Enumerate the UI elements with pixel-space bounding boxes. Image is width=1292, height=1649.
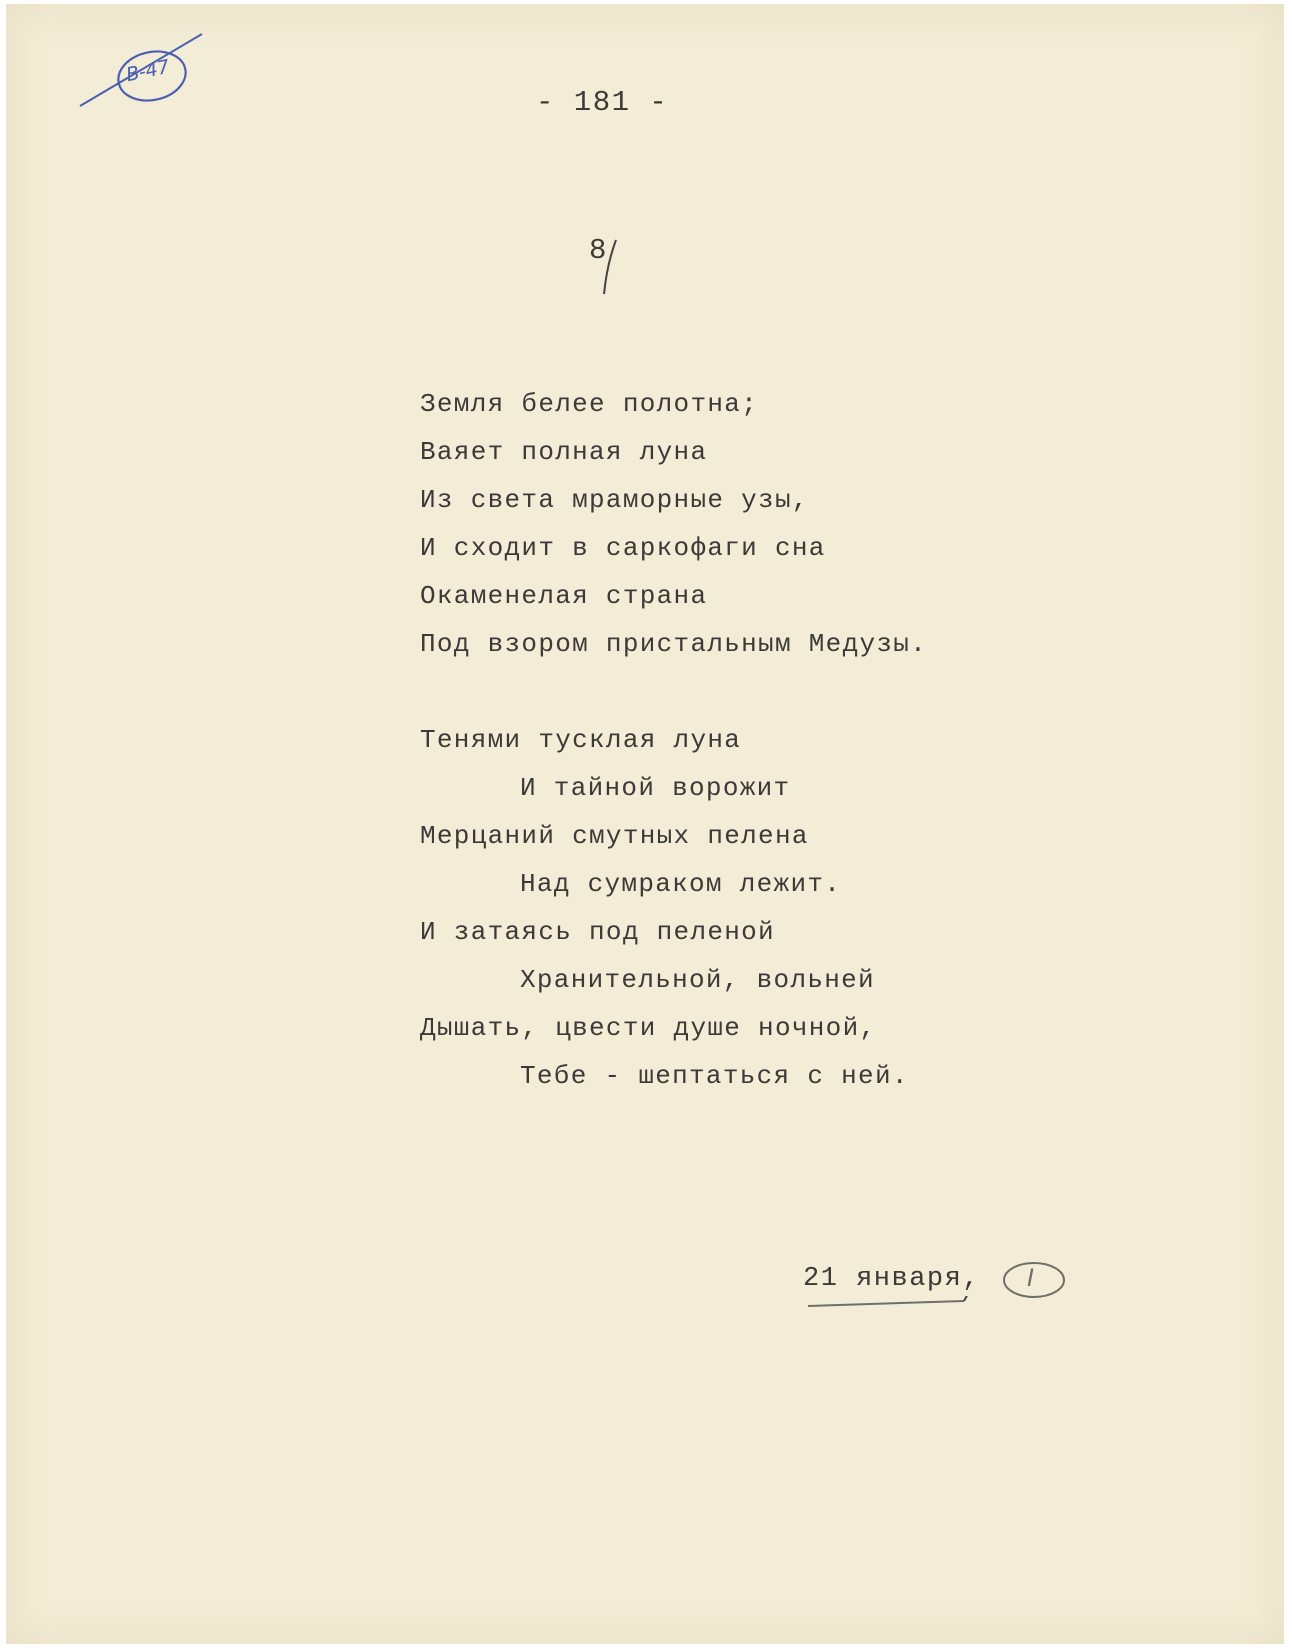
poem-number: 8: [589, 234, 608, 267]
archive-stamp: [74, 26, 204, 116]
verse-line: Мерцаний смутных пелена: [420, 821, 809, 851]
verse-line: И затаясь под пеленой: [420, 917, 775, 947]
verse-line: И тайной ворожит: [520, 773, 791, 803]
stanza-gap: [420, 668, 927, 716]
verse-line: Окаменелая страна: [420, 581, 708, 611]
verse-line: И сходит в саркофаги сна: [420, 533, 826, 563]
verse-line: Хранительной, вольней: [520, 965, 875, 995]
verse-line: Над сумраком лежит.: [520, 869, 842, 899]
archive-number: B-47: [124, 55, 172, 87]
verse-line: Тебе - шептаться с ней.: [520, 1061, 909, 1091]
verse-line: Ваяет полная луна: [420, 437, 708, 467]
roman-numeral-mark: [1000, 1258, 1070, 1302]
verse-line: Из света мраморные узы,: [420, 485, 809, 515]
date-underline: [806, 1296, 976, 1310]
verse-line: Под взором пристальным Медузы.: [420, 629, 928, 659]
date-line: 21 января,: [803, 1264, 981, 1294]
page-number: - 181 -: [536, 86, 669, 119]
verse-line: Земля белее полотна;: [420, 389, 759, 419]
pencil-slash: [600, 238, 620, 296]
poem-body: [420, 380, 927, 1100]
verse-line: Дышать, цвести душе ночной,: [420, 1013, 877, 1043]
stanza-2: [420, 716, 927, 1100]
stanza-1: [420, 380, 927, 668]
roman-numeral: I: [1027, 1264, 1035, 1292]
verse-line: Тенями тусклая луна: [420, 725, 742, 755]
